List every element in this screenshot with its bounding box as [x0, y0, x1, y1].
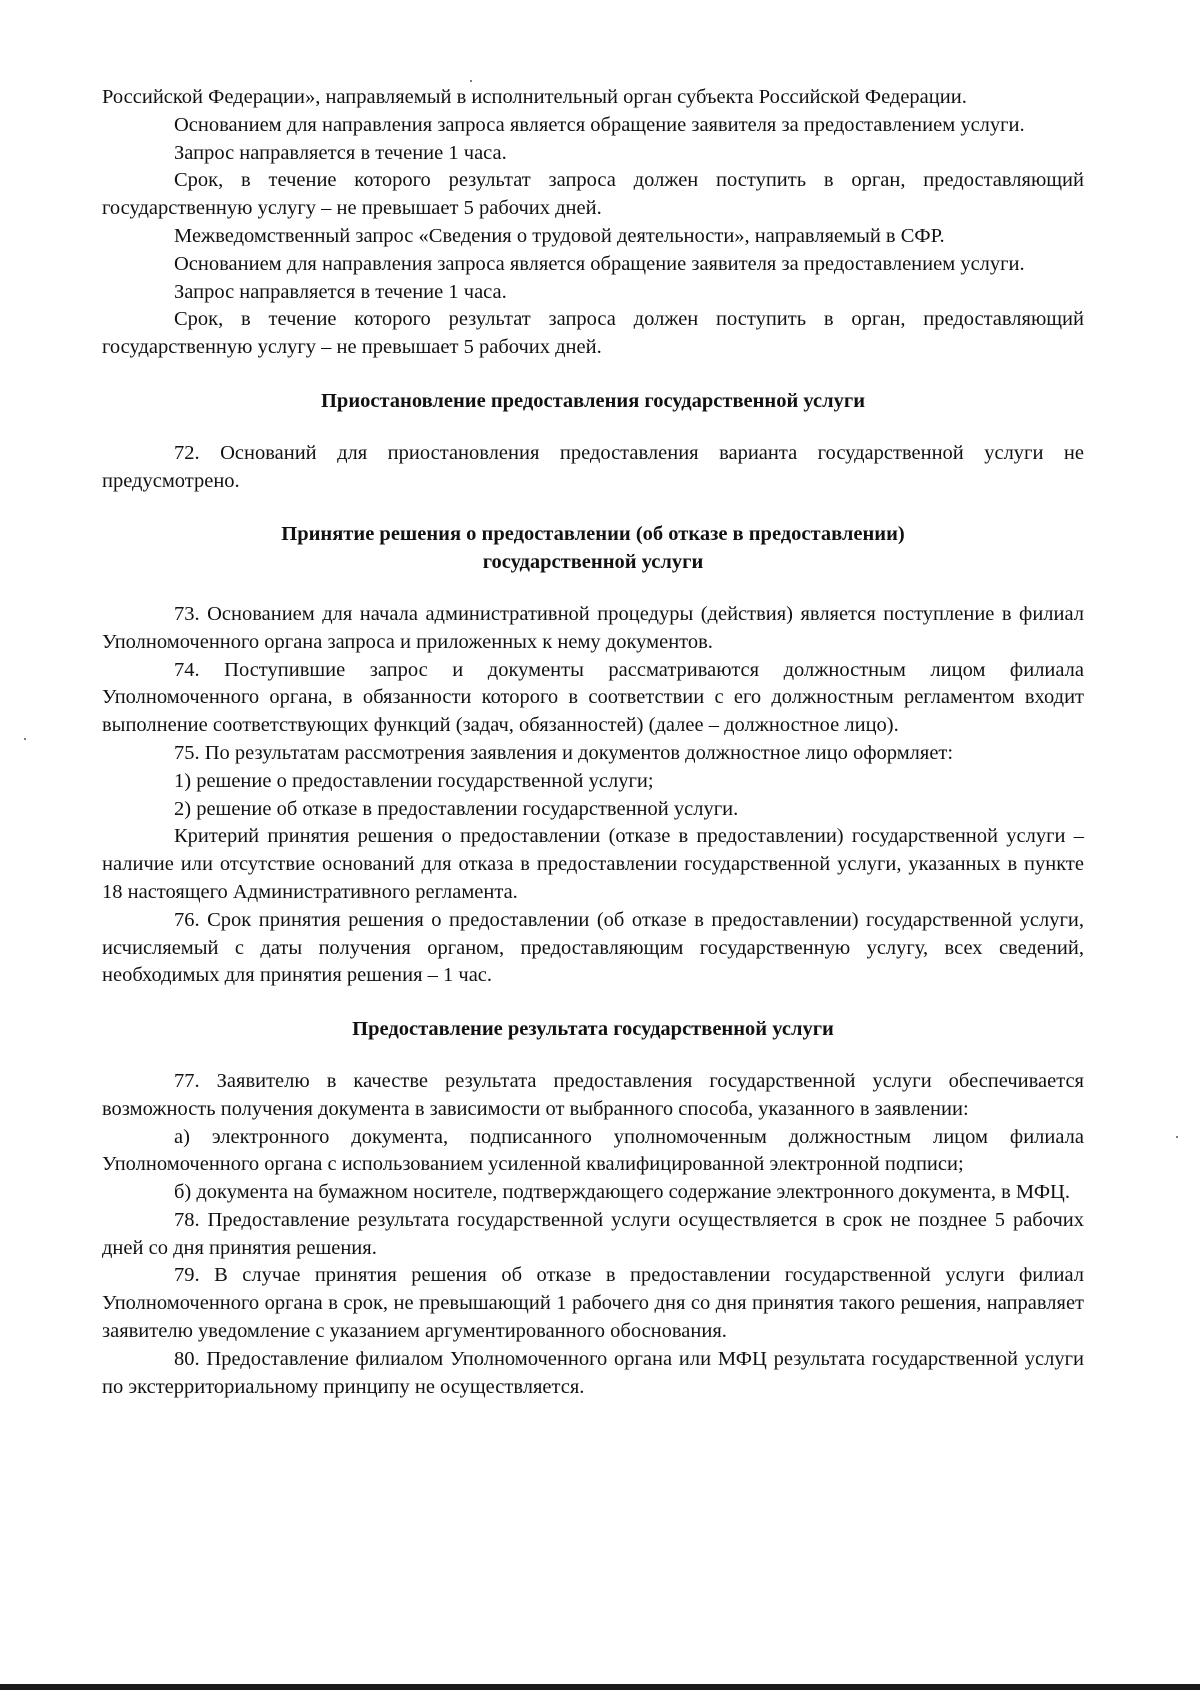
list-item: 1) решение о предоставлении государственной услуги; — [174, 769, 654, 792]
paragraph: Срок, в течение которого результат запроса должен поступить в орган, предоставляющий государственную услугу – не превышает 5 рабочих дней. — [102, 169, 1084, 220]
paragraph: 74. Поступившие запрос и документы рассматриваются должностным лицом филиала Уполномоченного органа, в обязанности которого в соответствии с его должностным регламентом входит выполнение соответствующих функций (задач, обязанностей) (далее – должностное лицо). — [102, 658, 1084, 737]
section-heading: Принятие решения о предоставлении (об отказе в предоставлении) государственной услуги — [281, 523, 905, 574]
paragraph: Основанием для направления запроса является обращение заявителя за предоставлением услуги. — [174, 252, 1025, 275]
paragraph: 79. В случае принятия решения об отказе в предоставлении государственной услуги филиал Уполномоченного органа в срок, не превышающий 1 рабочего дня со дня принятия такого решения, направляет заявителю уведомление с указанием аргументированного обоснования. — [102, 1264, 1084, 1343]
paragraph: 73. Основанием для начала административной процедуры (действия) является поступление в филиал Уполномоченного органа запроса и приложенных к нему документов. — [102, 602, 1084, 653]
paragraph: 80. Предоставление филиалом Уполномоченного органа или МФЦ результата государственной услуги по экстерриториальному принципу не осуществляется. — [102, 1347, 1084, 1398]
paragraph: Российской Федерации», направляемый в исполнительный орган субъекта Российской Федерации. — [102, 86, 967, 108]
paragraph: Основанием для направления запроса является обращение заявителя за предоставлением услуги. — [174, 113, 1025, 136]
list-item: 2) решение об отказе в предоставлении государственной услуги. — [174, 797, 739, 820]
paragraph: Запрос направляется в течение 1 часа. — [174, 280, 507, 303]
list-item: а) электронного документа, подписанного уполномоченным должностным лицом филиала Уполномоченного органа с использованием усиленной квалифицированной электронной подписи; — [102, 1125, 1084, 1176]
document-page — [102, 84, 1084, 1401]
paragraph: 72. Оснований для приостановления предоставления варианта государственной услуги не предусмотрено. — [102, 441, 1084, 492]
paragraph: Критерий принятия решения о предоставлении (отказе в предоставлении) государственной услуги – наличие или отсутствие оснований для отказа в предоставлении государственной услуги, указанных в пункте 18 настоящего Административного регламента. — [102, 825, 1084, 903]
scan-speck — [24, 738, 26, 740]
paragraph: Срок, в течение которого результат запроса должен поступить в орган, предоставляющий государственную услугу – не превышает 5 рабочих дней. — [102, 308, 1084, 359]
paragraph: 76. Срок принятия решения о предоставлении (об отказе в предоставлении) государственной услуги, исчисляемый с даты получения органом, предоставляющим государственную услугу, всех сведений, необходимых для принятия решения – 1 час. — [102, 908, 1084, 987]
section-heading: Предоставление результата государственной услуги — [352, 1018, 834, 1041]
list-item: б) документа на бумажном носителе, подтверждающего содержание электронного документа, в МФЦ. — [174, 1181, 1070, 1204]
paragraph: 77. Заявителю в качестве результата предоставления государственной услуги обеспечивается возможность получения документа в зависимости от выбранного способа, указанного в заявлении: — [102, 1069, 1084, 1120]
paragraph: 75. По результатам рассмотрения заявления и документов должностное лицо оформляет: — [174, 741, 954, 764]
paragraph: Запрос направляется в течение 1 часа. — [174, 141, 507, 164]
scan-speck — [1176, 1136, 1178, 1138]
paragraph: 78. Предоставление результата государственной услуги осуществляется в срок не позднее 5 рабочих дней со дня принятия решения. — [102, 1208, 1084, 1259]
paragraph: Межведомственный запрос «Сведения о трудовой деятельности», направляемый в СФР. — [174, 224, 945, 247]
section-heading: Приостановление предоставления государственной услуги — [320, 389, 866, 412]
scan-speck — [470, 80, 472, 82]
page-bottom-border — [0, 1684, 1200, 1690]
